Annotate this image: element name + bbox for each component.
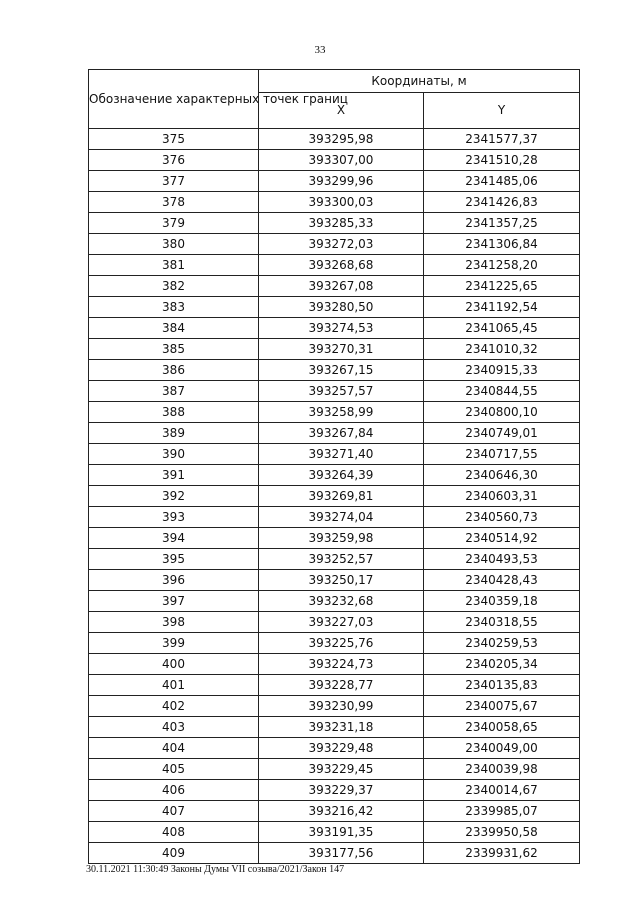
cell-point: 390 <box>89 444 259 465</box>
cell-x: 393264,39 <box>259 465 424 486</box>
cell-y: 2341192,54 <box>424 297 580 318</box>
table-row <box>89 129 580 150</box>
cell-point: 397 <box>89 591 259 612</box>
cell-x: 393224,73 <box>259 654 424 675</box>
cell-point: 379 <box>89 213 259 234</box>
cell-y: 2341426,83 <box>424 192 580 213</box>
table-row <box>89 675 580 696</box>
table-row <box>89 633 580 654</box>
cell-y: 2340844,55 <box>424 381 580 402</box>
cell-y: 2340749,01 <box>424 423 580 444</box>
table-row <box>89 822 580 843</box>
cell-point: 380 <box>89 234 259 255</box>
table-row <box>89 255 580 276</box>
cell-x: 393268,68 <box>259 255 424 276</box>
cell-x: 393295,98 <box>259 129 424 150</box>
cell-point: 387 <box>89 381 259 402</box>
table-row <box>89 528 580 549</box>
page-number: 33 <box>314 44 326 56</box>
footer-stamp: 30.11.2021 11:30:49 Законы Думы VII созыва/2021/Закон 147 <box>86 864 345 875</box>
cell-y: 2340717,55 <box>424 444 580 465</box>
cell-point: 392 <box>89 486 259 507</box>
cell-y: 2341258,20 <box>424 255 580 276</box>
cell-y: 2341225,65 <box>424 276 580 297</box>
table-body <box>89 129 580 864</box>
table-row <box>89 192 580 213</box>
cell-y: 2340915,33 <box>424 360 580 381</box>
cell-y: 2340259,53 <box>424 633 580 654</box>
cell-point: 403 <box>89 717 259 738</box>
cell-x: 393267,08 <box>259 276 424 297</box>
cell-x: 393191,35 <box>259 822 424 843</box>
cell-point: 377 <box>89 171 259 192</box>
cell-x: 393227,03 <box>259 612 424 633</box>
table-row <box>89 339 580 360</box>
cell-point: 383 <box>89 297 259 318</box>
table-row <box>89 843 580 864</box>
cell-x: 393274,53 <box>259 318 424 339</box>
cell-x: 393299,96 <box>259 171 424 192</box>
cell-point: 393 <box>89 507 259 528</box>
table-row <box>89 234 580 255</box>
cell-y: 2339931,62 <box>424 843 580 864</box>
header-y: Y <box>424 93 580 129</box>
cell-x: 393232,68 <box>259 591 424 612</box>
table-row <box>89 171 580 192</box>
cell-x: 393230,99 <box>259 696 424 717</box>
cell-y: 2340514,92 <box>424 528 580 549</box>
cell-point: 381 <box>89 255 259 276</box>
cell-x: 393270,31 <box>259 339 424 360</box>
cell-point: 384 <box>89 318 259 339</box>
cell-y: 2340800,10 <box>424 402 580 423</box>
table-row <box>89 444 580 465</box>
table-row <box>89 780 580 801</box>
cell-y: 2341357,25 <box>424 213 580 234</box>
header-x: X <box>259 93 424 129</box>
cell-x: 393280,50 <box>259 297 424 318</box>
table-row <box>89 213 580 234</box>
cell-y: 2339985,07 <box>424 801 580 822</box>
cell-x: 393225,76 <box>259 633 424 654</box>
cell-y: 2341010,32 <box>424 339 580 360</box>
cell-point: 375 <box>89 129 259 150</box>
cell-point: 394 <box>89 528 259 549</box>
cell-x: 393229,37 <box>259 780 424 801</box>
cell-y: 2341510,28 <box>424 150 580 171</box>
table-row <box>89 654 580 675</box>
cell-y: 2340058,65 <box>424 717 580 738</box>
cell-y: 2340603,31 <box>424 486 580 507</box>
table-row <box>89 759 580 780</box>
cell-y: 2340646,30 <box>424 465 580 486</box>
cell-point: 389 <box>89 423 259 444</box>
header-point-designation: Обозначение характерных точек границ <box>89 70 259 129</box>
cell-point: 386 <box>89 360 259 381</box>
table-row <box>89 696 580 717</box>
cell-x: 393267,15 <box>259 360 424 381</box>
cell-point: 408 <box>89 822 259 843</box>
cell-point: 391 <box>89 465 259 486</box>
cell-x: 393257,57 <box>259 381 424 402</box>
header-coordinates: Координаты, м <box>259 70 580 93</box>
cell-x: 393216,42 <box>259 801 424 822</box>
cell-point: 388 <box>89 402 259 423</box>
cell-point: 402 <box>89 696 259 717</box>
cell-y: 2340049,00 <box>424 738 580 759</box>
table-row <box>89 423 580 444</box>
table-row <box>89 717 580 738</box>
table-row <box>89 360 580 381</box>
cell-x: 393307,00 <box>259 150 424 171</box>
cell-x: 393259,98 <box>259 528 424 549</box>
cell-x: 393267,84 <box>259 423 424 444</box>
table-row <box>89 150 580 171</box>
table-row <box>89 318 580 339</box>
cell-point: 405 <box>89 759 259 780</box>
table-row <box>89 801 580 822</box>
cell-point: 396 <box>89 570 259 591</box>
cell-x: 393231,18 <box>259 717 424 738</box>
cell-point: 376 <box>89 150 259 171</box>
table-row <box>89 402 580 423</box>
cell-x: 393250,17 <box>259 570 424 591</box>
cell-x: 393271,40 <box>259 444 424 465</box>
cell-x: 393177,56 <box>259 843 424 864</box>
cell-point: 400 <box>89 654 259 675</box>
cell-y: 2340039,98 <box>424 759 580 780</box>
cell-point: 378 <box>89 192 259 213</box>
cell-x: 393229,45 <box>259 759 424 780</box>
table-row <box>89 612 580 633</box>
cell-y: 2340560,73 <box>424 507 580 528</box>
cell-x: 393285,33 <box>259 213 424 234</box>
cell-y: 2341306,84 <box>424 234 580 255</box>
cell-x: 393272,03 <box>259 234 424 255</box>
cell-x: 393252,57 <box>259 549 424 570</box>
table-row <box>89 738 580 759</box>
cell-point: 406 <box>89 780 259 801</box>
cell-x: 393228,77 <box>259 675 424 696</box>
cell-y: 2340075,67 <box>424 696 580 717</box>
cell-x: 393269,81 <box>259 486 424 507</box>
cell-y: 2340493,53 <box>424 549 580 570</box>
table-row <box>89 507 580 528</box>
table-row <box>89 297 580 318</box>
cell-point: 409 <box>89 843 259 864</box>
cell-point: 382 <box>89 276 259 297</box>
table-row <box>89 570 580 591</box>
cell-y: 2340428,43 <box>424 570 580 591</box>
cell-x: 393300,03 <box>259 192 424 213</box>
cell-point: 399 <box>89 633 259 654</box>
cell-y: 2340359,18 <box>424 591 580 612</box>
table-row <box>89 465 580 486</box>
coordinates-table <box>88 69 580 864</box>
cell-x: 393274,04 <box>259 507 424 528</box>
cell-y: 2339950,58 <box>424 822 580 843</box>
cell-point: 401 <box>89 675 259 696</box>
cell-y: 2341065,45 <box>424 318 580 339</box>
cell-y: 2340205,34 <box>424 654 580 675</box>
cell-point: 395 <box>89 549 259 570</box>
table-row <box>89 381 580 402</box>
cell-x: 393229,48 <box>259 738 424 759</box>
table-row <box>89 549 580 570</box>
table-row <box>89 486 580 507</box>
cell-y: 2341577,37 <box>424 129 580 150</box>
cell-point: 385 <box>89 339 259 360</box>
table-row <box>89 591 580 612</box>
table-row <box>89 276 580 297</box>
cell-point: 398 <box>89 612 259 633</box>
cell-point: 404 <box>89 738 259 759</box>
cell-y: 2340135,83 <box>424 675 580 696</box>
cell-x: 393258,99 <box>259 402 424 423</box>
cell-y: 2340318,55 <box>424 612 580 633</box>
cell-y: 2340014,67 <box>424 780 580 801</box>
cell-point: 407 <box>89 801 259 822</box>
cell-y: 2341485,06 <box>424 171 580 192</box>
